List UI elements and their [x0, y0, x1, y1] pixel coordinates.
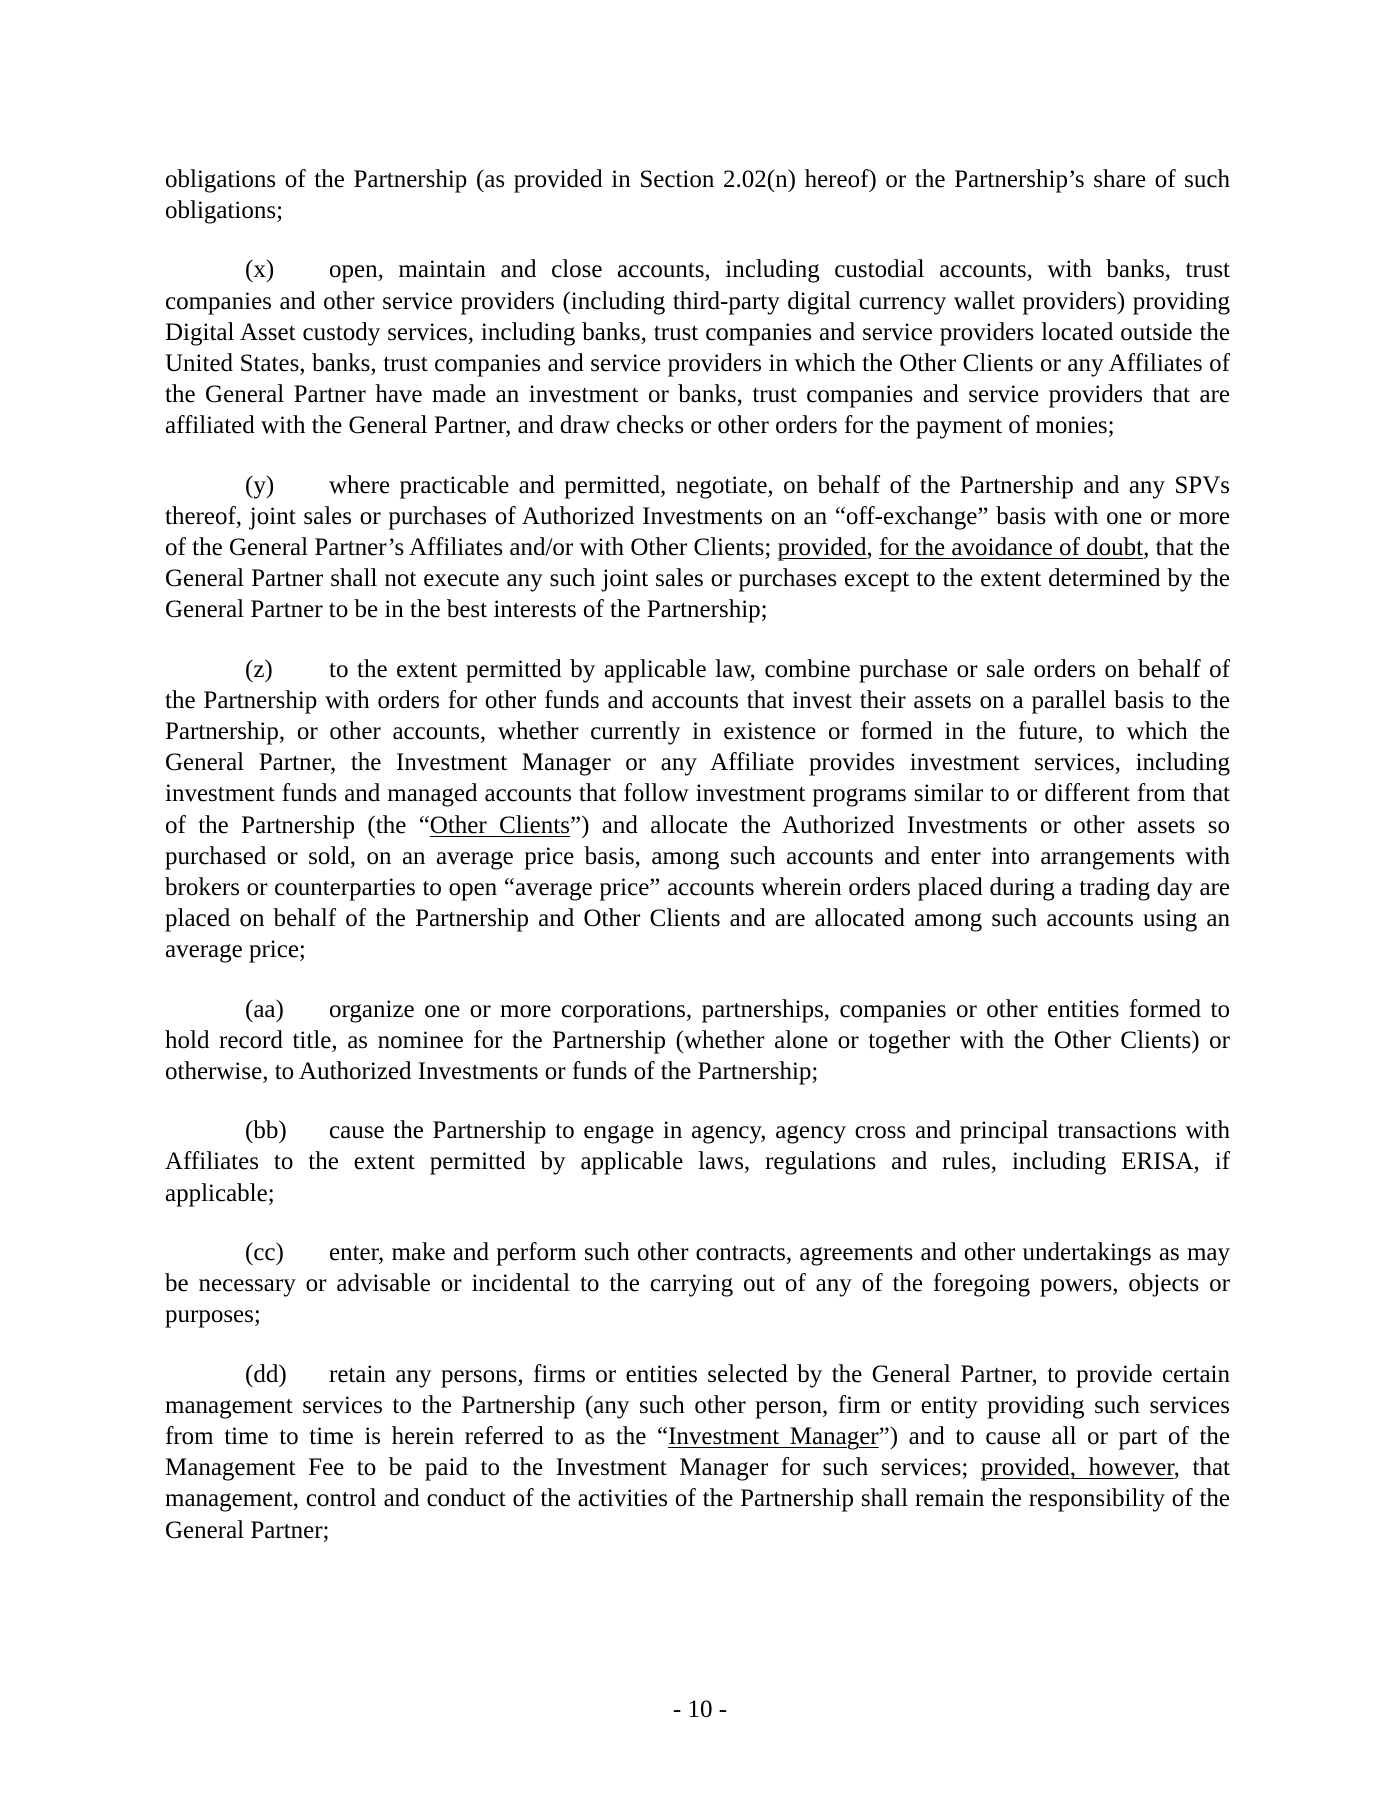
paragraph-aa [165, 994, 1230, 1088]
page-number: - 10 - [672, 1696, 728, 1723]
paragraph-label: (cc) [245, 1238, 284, 1266]
paragraph-text: organize one or more corporations, partnerships, companies or other entities formed to hold record title, as nominee for the Partnership (whether alone or together with the Other Clients) or otherwise, to Authorized Investments or funds of the Partnership; [165, 995, 1230, 1086]
continuation-paragraph [165, 164, 1230, 226]
paragraph-y [165, 470, 1230, 626]
paragraph-text: , that management, control and conduct of the activities of the Partnership shall remain the responsibility of the General Partner; [165, 1454, 1230, 1544]
underlined-term: provided, however [980, 1454, 1174, 1482]
paragraph-x [165, 254, 1230, 441]
paragraph-cc [165, 1237, 1230, 1331]
paragraph-text: enter, make and perform such other contracts, agreements and other undertakings as may be necessary or advisable or incidental to the carrying out of any of the foregoing powers, objects or purposes; [165, 1238, 1230, 1329]
paragraph-text: retain any persons, firms or entities selected by the General Partner, to provide certain management services to the Partnership (any such other person, firm or entity providing such services from time to time is herein referred to as the “ [165, 1360, 1230, 1450]
paragraph-text: cause the Partnership to engage in agency, agency cross and principal transactions with Affiliates to the extent permitted by applicable laws, regulations and rules, including ERISA, if applicable; [165, 1117, 1230, 1207]
paragraph-z [165, 654, 1230, 966]
defined-term-other-clients: Other Clients [429, 811, 570, 839]
paragraph-label: (z) [245, 655, 273, 683]
paragraph-text: ”) and to cause all or part of the Management Fee to be paid to the Investment Manager for such services; [165, 1422, 1230, 1482]
paragraph-text: where practicable and permitted, negotiate, on behalf of the Partnership and any SPVs thereof, joint sales or purchases of Authorized Investments on an “off-exchange” basis with one or more of the General Partner’s Affiliates and/or with Other Clients; [165, 471, 1230, 562]
paragraph-dd [165, 1359, 1230, 1546]
paragraph-label: (y) [245, 471, 275, 499]
document-body [165, 164, 1230, 1574]
paragraph-label: (bb) [245, 1117, 287, 1145]
paragraph-text: open, maintain and close accounts, including custodial accounts, with banks, trust companies and other service providers (including third-party digital currency wallet providers) providing Digital Asset custody services, including banks, trust companies and service providers located outside the United States, banks, trust companies and service providers in which the Other Clients or any Affiliates of the General Partner have made an investment or banks, trust companies and service providers that are affiliated with the General Partner, and draw checks or other orders for the payment of monies; [165, 256, 1230, 440]
underlined-term: for the avoidance of doubt [879, 534, 1144, 562]
paragraph-text: to the extent permitted by applicable law, combine purchase or sale orders on behalf of the Partnership with orders for other funds and accounts that invest their assets on a parallel basis to the Partnership, or other accounts, whether currently in existence or formed in the future, to which the General Partner, the Investment Manager or any Affiliate provides investment services, including investment funds and managed accounts that follow investment programs similar to or different from that of the Partnership (the “ [165, 655, 1230, 839]
paragraph-text: , [866, 534, 873, 562]
underlined-term: provided [777, 534, 867, 562]
paragraph-text: , that the General Partner shall not execute any such joint sales or purchases except to the extent determined by the General Partner to be in the best interests of the Partnership; [165, 534, 1231, 624]
paragraph-label: (aa) [245, 995, 284, 1023]
paragraph-bb [165, 1115, 1230, 1209]
paragraph-label: (x) [245, 256, 275, 284]
continuation-text: obligations of the Partnership (as provided in Section 2.02(n) hereof) or the Partnership’s share of such obligations; [165, 166, 1230, 225]
defined-term-investment-manager: Investment Manager [668, 1422, 879, 1450]
paragraph-label: (dd) [245, 1360, 287, 1388]
paragraph-text: ”) and allocate the Authorized Investments or other assets so purchased or sold, on an average price basis, among such accounts and enter into arrangements with brokers or counterparties to open “average price” accounts wherein orders placed during a trading day are placed on behalf of the Partnership and Other Clients and are allocated among such accounts using an average price; [165, 811, 1230, 964]
